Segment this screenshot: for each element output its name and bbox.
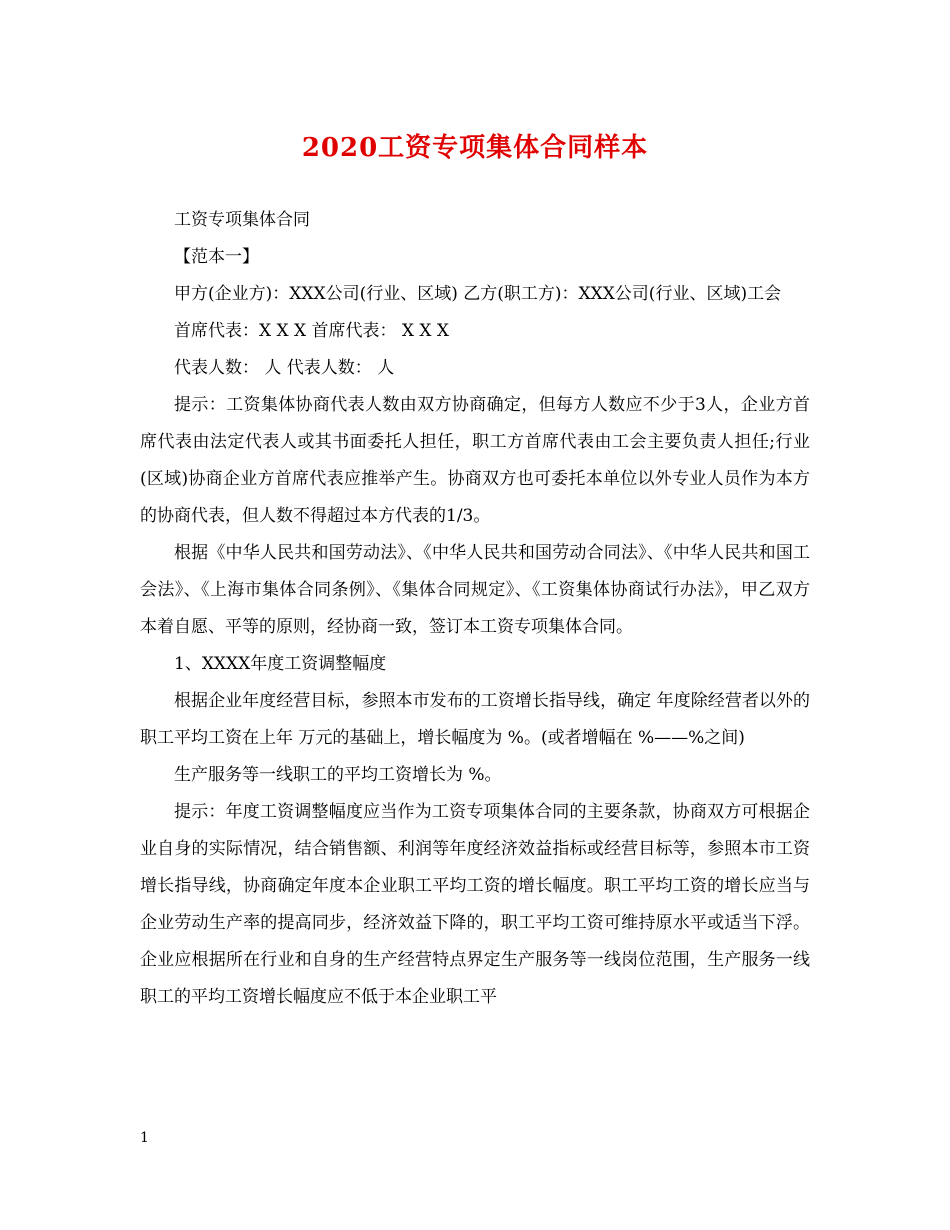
paragraph-section-1-heading: 1、XXXX年度工资调整幅度: [174, 654, 387, 674]
page-number: 1: [140, 1130, 149, 1146]
paragraph-heading: 工资专项集体合同: [174, 210, 310, 230]
paragraph-frontline-wage: 生产服务等一线职工的平均工资增长为 %。: [174, 765, 502, 785]
paragraph-legal-basis: 根据《中华人民共和国劳动法》、《中华人民共和国劳动合同法》、《中华人民共和国工会法》、《上海市集体合同条例》、《集体合同规定》、《工资集体协商试行办法》，甲乙双方本着自愿、平等的原则，经协商一致，签订本工资专项集体合同。: [140, 543, 810, 637]
paragraph-tip-representatives: 提示：工资集体协商代表人数由双方协商确定，但每方人数应不少于3人，企业方首席代表由法定代表人或其书面委托人担任，职工方首席代表由工会主要负责人担任;行业(区域)协商企业方首席代表应推举产生。协商双方也可委托本单位以外专业人员作为本方的协商代表，但人数不得超过本方代表的1/3。: [140, 395, 810, 526]
paragraph-wage-adjustment: 根据企业年度经营目标，参照本市发布的工资增长指导线，确定 年度除经营者以外的职工平均工资在上年 万元的基础上，增长幅度为 %。(或者增幅在 %——%之间): [140, 691, 810, 748]
paragraph-template-label: 【范本一】: [174, 247, 259, 267]
document-body: [140, 202, 810, 1016]
paragraph-parties: 甲方(企业方)：XXX公司(行业、区域) 乙方(职工方)：XXX公司(行业、区域)工会: [174, 284, 782, 304]
document-title: 2020工资专项集体合同样本: [301, 133, 649, 163]
paragraph-representative-count: 代表人数： 人 代表人数： 人: [174, 358, 395, 378]
paragraph-tip-wage-adjustment: 提示：年度工资调整幅度应当作为工资专项集体合同的主要条款，协商双方可根据企业自身的实际情况，结合销售额、利润等年度经济效益指标或经营目标等，参照本市工资增长指导线，协商确定年度本企业职工平均工资的增长幅度。职工平均工资的增长应当与企业劳动生产率的提高同步，经济效益下降的，职工平均工资可维持原水平或适当下浮。企业应根据所在行业和自身的生产经营特点界定生产服务等一线岗位范围，生产服务一线职工的平均工资增长幅度应不低于本企业职工平: [140, 802, 810, 1007]
paragraph-chief-representatives: 首席代表：X X X 首席代表： X X X: [174, 321, 450, 341]
